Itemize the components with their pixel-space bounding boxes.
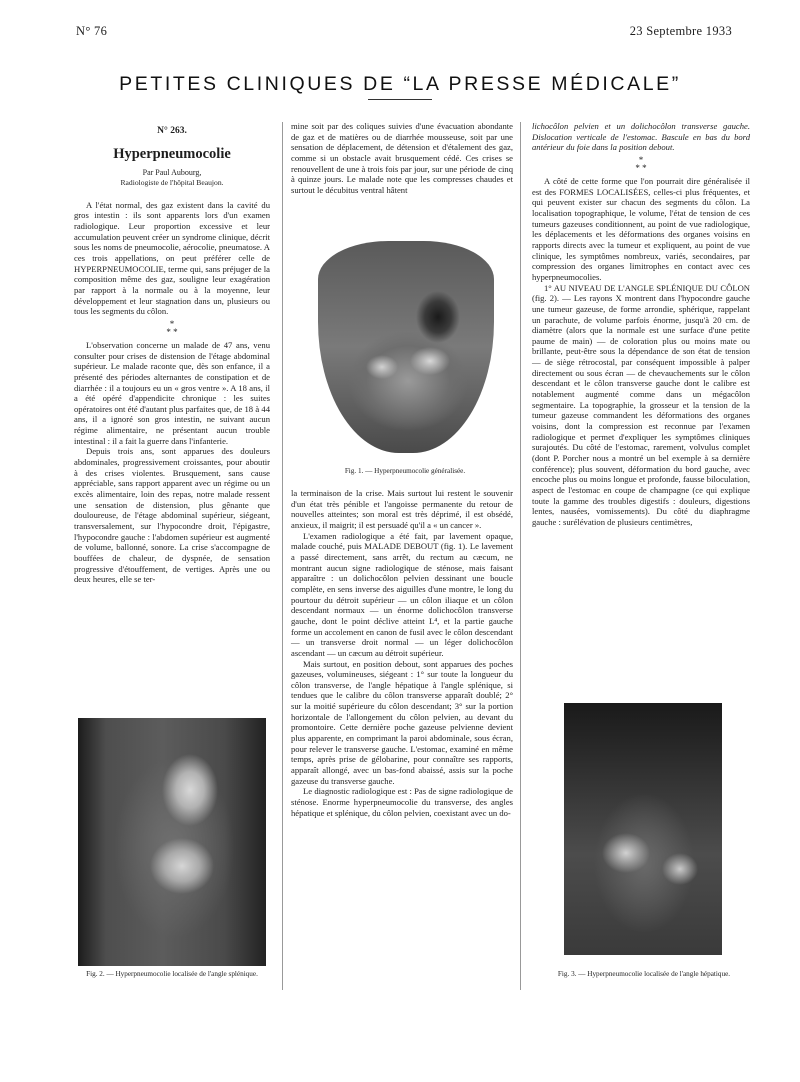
page-title: PETITES CLINIQUES DE “LA PRESSE MÉDICALE” bbox=[119, 73, 681, 95]
figure-3-xray bbox=[564, 703, 722, 955]
column-2-continued bbox=[291, 488, 513, 818]
column-3 bbox=[532, 121, 750, 528]
author-affiliation: Radiologiste de l'hôpital Beaujon. bbox=[120, 177, 224, 187]
paragraph: Mais surtout, en position debout, sont apparues des poches gazeuses, volumineuses, siégeant : 1° sur toute la longueur du côlon transverse, de l'angle hépatique à l'angle splénique, si tendues que le calibre du côlon transverse apparaît doublé; 2° sur la moitié supérieure du côlon descendant; 3° sur la portion horizontale de l'allongement du côlon pelvien, au devant du promontoire. Cette dernière poche gazeuse pelvienne devient plus apparente, en comprimant la paroi abdominale, sous écran, pour relever le transverse gauche. L'estomac, examiné en même temps, après prise de gélobarine, pour connaître ses rapports, apparaît allongé, avec un bas-fond abaissé, assis sur la poche gazeuse du transverse gauche. bbox=[291, 658, 513, 786]
figure-1-caption: Fig. 1. — Hyperpneumocolie généralisée. bbox=[344, 467, 466, 475]
issue-number: N° 76 bbox=[76, 24, 108, 38]
article-number: N° 263. bbox=[157, 126, 187, 136]
figure-1-xray bbox=[318, 241, 494, 453]
paragraph: Le diagnostic radiologique est : Pas de signe radiologique de sténose. Enorme hyperpneumocolie du transverse, des angles hépatique et splénique, du côlon pelvien, coexistant avec un do- bbox=[291, 786, 513, 818]
title-rule bbox=[368, 99, 432, 100]
article-title: Hyperpneumocolie bbox=[113, 145, 231, 162]
section-stars: * * * bbox=[166, 318, 178, 337]
section-stars: * * * bbox=[635, 154, 647, 173]
figure-2-xray bbox=[78, 718, 266, 966]
figure-2-caption: Fig. 2. — Hyperpneumocolie localisée de l'angle splénique. bbox=[86, 970, 258, 978]
issue-date: 23 Septembre 1933 bbox=[629, 24, 732, 38]
column-2 bbox=[291, 121, 513, 196]
paragraph: mine soit par des coliques suivies d'une évacuation abondante de gaz et de matières ou de diarrhée mousseuse, soit par une sensation de déplacement, de détension et d'étalement des gaz, comme si un obstacle avait brusquement cédé. Ces crises se renouvellent de une à trois fois par jour, sur une période de cinq à quinze jours. Le malade note que les compresses chaudes et surtout le décubitus ventral hâtent bbox=[291, 121, 513, 195]
paragraph: A l'état normal, des gaz existent dans la cavité du gros intestin : ils sont apparents lors d'un examen radiologique. Leur proportion excessive et leur accumulation peuvent créer un syndrome clinique, décrit sous les noms de pneumocolie, aérocolie, pneumatose. A ces trois appellations, on peut préférer celle de HYPERPNEUMOCOLIE, terme qui, sans préjuger de la composition même des gaz, souligne leur exagération par rapport à la normale ou à la moyenne, leur développement et leur stagnation dans un, plusieurs ou tous les segments du côlon. bbox=[74, 199, 270, 317]
paragraph: A côté de cette forme que l'on pourrait dire généralisée il est des FORMES LOCALISÉES, celles-ci plus fréquentes, et qui peuvent exister sur chacun des segments du côlon. La localisation topographique, le volume, l'état de tension de ces tumeurs gazeuses conditionnent, au point de vue radiologique, les déplacements et les déformations des organes voisins en rapports directs avec la tumeur et expliquent, au point de vue clinique, les symptômes nombreux, variés, secondaires, par compression des organes limitrophes en contact avec ces hyperpneumocolies. bbox=[532, 175, 750, 282]
figure-3-caption: Fig. 3. — Hyperpneumocolie localisée de l'angle hépatique. bbox=[557, 970, 731, 978]
paragraph: L'examen radiologique a été fait, par lavement opaque, malade couché, puis MALADE DEBOUT (fig. 1). Le lavement a passé directement, sans arrêt, du rectum au cæcum, ne montrant aucun signe radiologique de sténose, mais faisant apparaître : un dolichocôlon pelvien dessinant une boucle complète, en sens inverse des aiguilles d'une montre, le long du pourtour du détroit supérieur — un côlon iliaque et un côlon descendant normaux — un énorme dolichocôlon transverse gauche, dont le point déclive atteint L⁴, et la partie gauche forme un accolement en canon de fusil avec le côlon descendant — un transverse droit normal — un léger dolichocôlon ascendant — un cæcum au détroit supérieur. bbox=[291, 530, 513, 658]
column-divider-2 bbox=[520, 122, 521, 990]
column-1 bbox=[74, 126, 270, 585]
author-name: Par Paul Aubourg, bbox=[142, 167, 202, 177]
paragraph: L'observation concerne un malade de 47 ans, venu consulter pour crises de distension de l'étage abdominal supérieur. Le malade raconte que, dès son enfance, il a présenté des périodes alternantes de constipation et de diarrhée : il a toujours eu un « gros ventre ». A 18 ans, il a été opéré d'appendicite chronique : les suites opératoires ont été d'autant plus parfaites que, de 18 à 44 ans, il a ignoré son gros intestin, ne suivant aucun régime alimentaire, ne présentant aucun trouble intestinal : il a fait la guerre dans l'infanterie. bbox=[74, 339, 270, 446]
column-divider-1 bbox=[282, 122, 283, 990]
paragraph: Depuis trois ans, sont apparues des douleurs abdominales, progressivement croissantes, pour aboutir à des crises violentes. Brusquement, sans cause appréciable, sans rapport apparent avec un régime ou un excès alimentaire, loin des repas, notre malade ressent une sensation de distension, plus gênante que douloureuse, de l'étage abdominal supérieur, siégeant, transversalement, sur l'hypocondre droit, l'épigastre, l'hypocondre gauche : l'abdomen supérieur est augmenté de volume, ballonné, sonore. La crise s'accompagne de bouffées de chaleur, de dyspnée, de sensation progressive d'étouffement, de vertiges. Après une ou deux heures, elle se ter- bbox=[74, 446, 270, 585]
paragraph: lichocôlon pelvien et un dolichocôlon transverse gauche. Dislocation verticale de l'estomac. Bascule en bas du bord antérieur du foie dans la position debout. bbox=[532, 121, 750, 153]
paragraph: la terminaison de la crise. Mais surtout lui restent le souvenir d'un état très pénible et l'angoisse permanente du retour de nouvelles atteintes; son moral est très déprimé, il est obsédé, anxieux, il maigrit; il est persuadé qu'il a « un cancer ». bbox=[291, 488, 513, 530]
paragraph: 1° AU NIVEAU DE L'ANGLE SPLÉNIQUE DU CÔLON (fig. 2). — Les rayons X montrent dans l'hypocondre gauche une tumeur gazeuse, de forme arrondie, sphérique, rappelant un parachute, de volume parfois énorme, jusqu'à 20 cm. de diamètre (alors que la normale est une surface d'une petite paume de main) — de coloration plus ou moins mate ou brillante, peut-être sous la dépendance de son état de tension — de siège rétrocostal, par conséquent impossible à palper directement ou sous écran — de chevauchements sur le côlon descendant et le côlon transverse gauche dont le calibre est notablement augmenté comme dans un mégacôlon segmentaire. La topographie, la grosseur et la tension de la tumeur gazeuse commandent les déformations des organes voisins, dont la compression est reconnue par l'examen radiologique et permet d'expliquer les symptômes cliniques surajoutés. Du côté de l'estomac, rarement, volvulus complet (dont P. Porcher nous a montré un bel exemple à sa dernière conférence); plus souvent, déformation du bord gauche, avec encoche plus ou moins longue et profonde, fausse biloculation, aspect de l'estomac en coupe de champagne (ce qui explique toute la gamme des troubles digestifs : douleurs, digestions lentes, nausées, vomissements). Du côté du diaphragme gauche : surélévation de plusieurs centimètres, bbox=[532, 282, 750, 527]
